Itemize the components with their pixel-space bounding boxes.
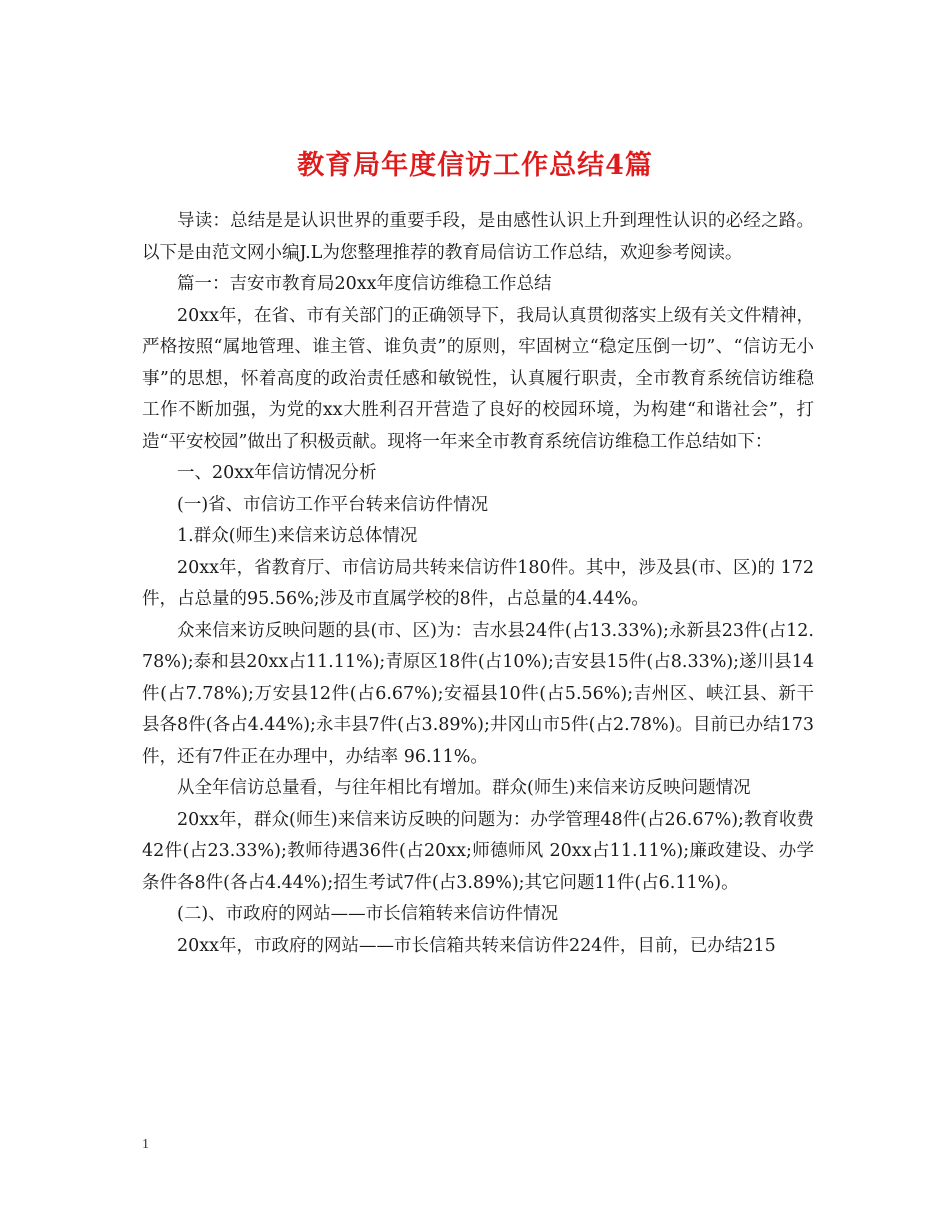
paragraph-issue-breakdown: 20xx年，群众(师生)来信来访反映的问题为：办学管理48件(占26.67%);教育收费42件(占23.33%);教师待遇36件(占20xx;师德师风 20xx占11.11%);廉政建设、办学条件各8件(各占4.44%);招生考试7件(占3.89%);其它问题11件(占6.11%)。	[142, 809, 814, 893]
page-number: 1	[142, 1137, 149, 1152]
document-title: 教育局年度信访工作总结4篇	[297, 150, 653, 182]
paragraph-mayor-mailbox: 20xx年，市政府的网站——市长信箱共转来信访件224件，目前，已办结215	[177, 935, 776, 956]
paragraph-overview: 20xx年，在省、市有关部门的正确领导下，我局认真贯彻落实上级有关文件精神，严格按照“属地管理、谁主管、谁负责”的原则，牢固树立“稳定压倒一切”、“信访无小事”的思想，怀着高度的政治责任感和敏锐性，认真履行职责，全市教育系统信访维稳工作不断加强，为党的xx大胜利召开营造了良好的校园环境，为构建“和谐社会”，打造“平安校园”做出了积极贡献。现将一年来全市教育系统信访维稳工作总结如下：	[142, 305, 815, 452]
subsection-heading-overall: 1.群众(师生)来信来访总体情况	[177, 526, 418, 546]
document-body	[142, 206, 814, 962]
subsection-heading-mayor-mailbox: (二)、市政府的网站——市长信箱转来信访件情况	[177, 904, 559, 924]
paragraph-county-breakdown: 众来信来访反映问题的县(市、区)为：吉水县24件(占13.33%);永新县23件(占12.78%);泰和县20xx占11.11%);青原区18件(占10%);吉安县15件(占8.33%);遂川县14件(占7.78%);万安县12件(占6.67%);安福县10件(占5.56%);吉州区、峡江县、新干县各8件(各占4.44%);永丰县7件(占3.89%);井冈山市5件(占2.78%)。目前已办结173件，还有7件正在办理中，办结率 96.11%。	[142, 620, 814, 767]
paragraph-total-cases: 20xx年，省教育厅、市信访局共转来信访件180件。其中，涉及县(市、区)的 172件，占总量的95.56%;涉及市直属学校的8件，占总量的4.44%。	[142, 557, 814, 609]
paragraph-intro: 导读：总结是是认识世界的重要手段，是由感性认识上升到理性认识的必经之路。以下是由范文网小编J.L为您整理推荐的教育局信访工作总结，欢迎参考阅读。	[142, 211, 814, 263]
paragraph-trend: 从全年信访总量看，与往年相比有增加。群众(师生)来信来访反映问题情况	[177, 778, 751, 798]
section-heading-analysis: 一、20xx年信访情况分析	[177, 463, 377, 483]
paragraph-part-one-heading: 篇一：吉安市教育局20xx年度信访维稳工作总结	[177, 274, 552, 294]
subsection-heading-platform: (一)省、市信访工作平台转来信访件情况	[177, 494, 489, 515]
